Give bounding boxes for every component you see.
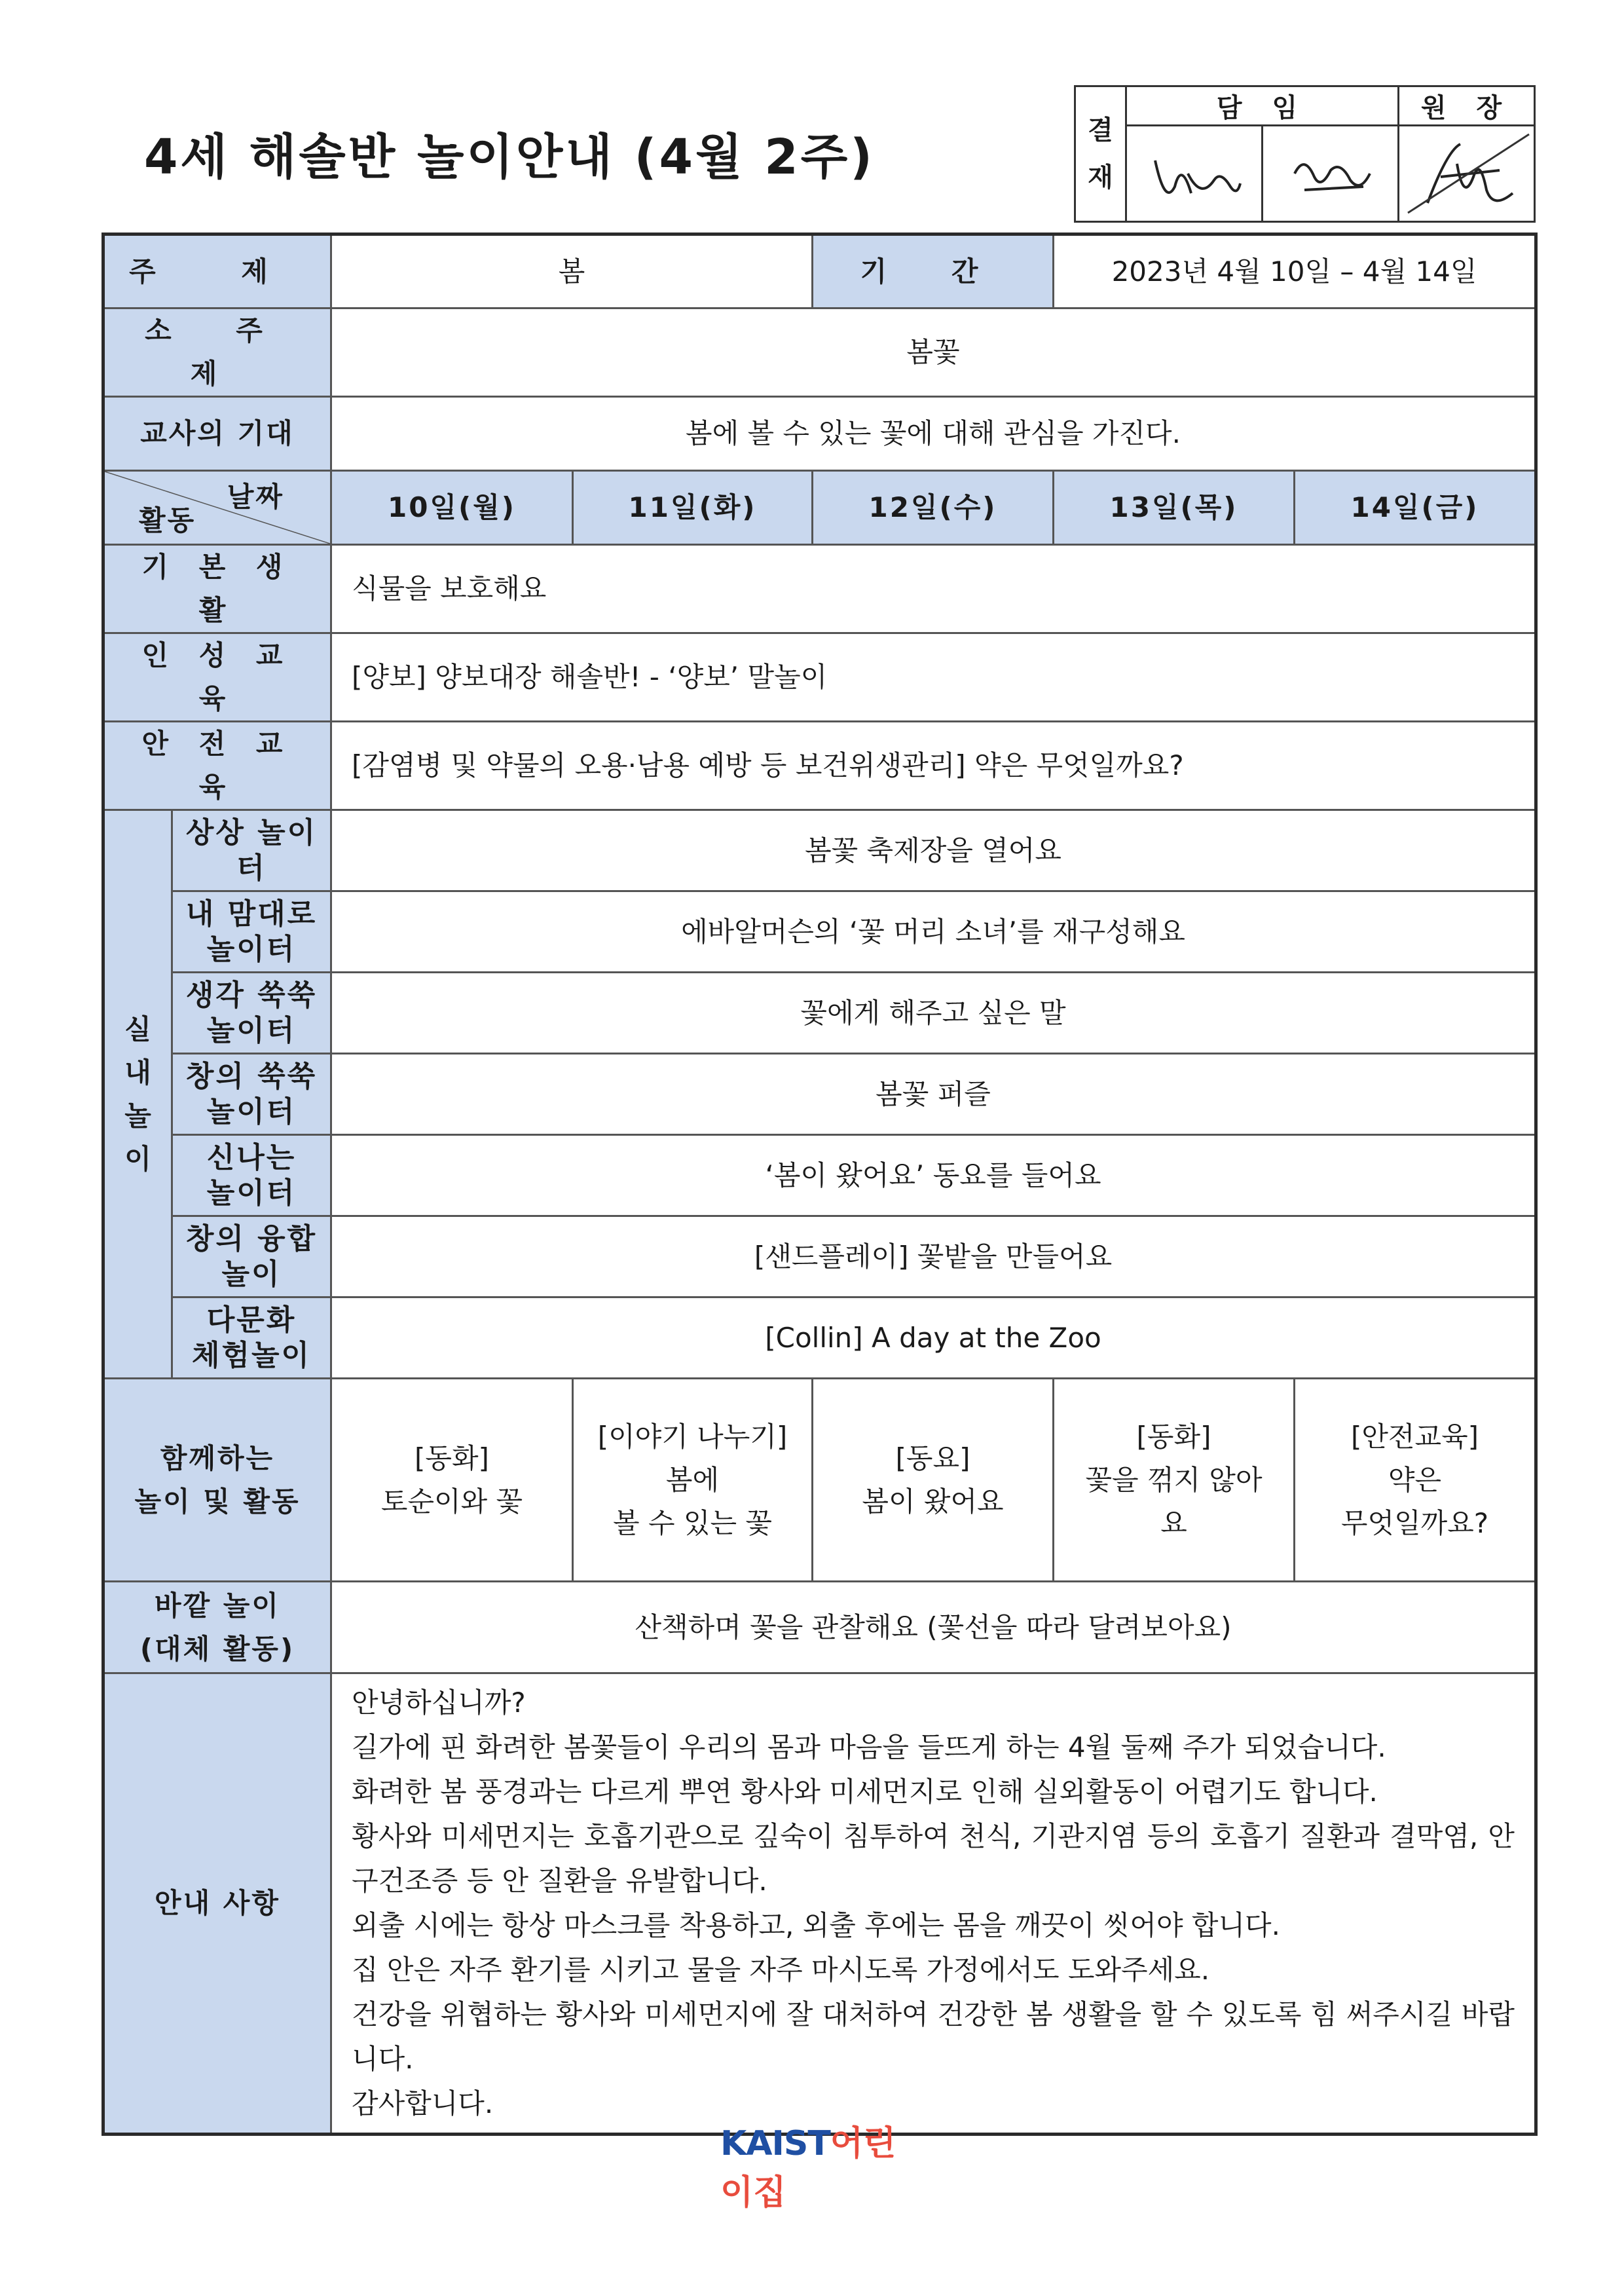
together-day-cell: [동요] 봄이 왔어요 (813, 1379, 1054, 1582)
subtheme-value: 봄꽃 (331, 308, 1536, 397)
indoor-value: [샌드플레이] 꽃밭을 만들어요 (331, 1216, 1536, 1297)
notice-paragraph: 감사합니다. (352, 2087, 494, 2119)
indoor-label: 내 맘대로 놀이터 (172, 891, 331, 973)
outdoor-play-value: 산책하며 꽃을 관찰해요 (꽃선을 따라 달려보아요) (331, 1582, 1536, 1673)
period-value: 2023년 4월 10일 – 4월 14일 (1054, 234, 1536, 308)
date-activity-diagonal-header: 날짜 활동 (103, 471, 331, 545)
approval-side-label: 결 재 (1075, 86, 1126, 222)
notice-paragraph: 집 안은 자주 환기를 시키고 물을 자주 마시도록 가정에서도 도와주세요. (352, 1954, 1210, 1986)
day-header-tue: 11일(화) (573, 471, 813, 545)
period-label: 기 간 (813, 234, 1054, 308)
expectation-label: 교사의 기대 (103, 397, 331, 471)
day-header-wed: 12일(수) (813, 471, 1054, 545)
indoor-value: ‘봄이 왔어요’ 동요를 들어요 (331, 1135, 1536, 1216)
notice-paragraph: 황사와 미세먼지는 호흡기관으로 깊숙이 침투하여 천식, 기관지염 등의 호흡기 질환과 결막염, 안구건조증 등 안 질환을 유발합니다. (352, 1820, 1515, 1897)
theme-value: 봄 (331, 234, 813, 308)
indoor-label: 상상 놀이터 (172, 810, 331, 891)
activity-plan-table (101, 233, 1538, 2136)
indoor-play-group-label: 실 내 놀 이 (103, 810, 172, 1379)
logo-kaist-text: KAIST (720, 2124, 830, 2163)
signature-director (1399, 126, 1535, 222)
day-header-thu: 13일(목) (1054, 471, 1295, 545)
notice-paragraph: 화려한 봄 풍경과는 다르게 뿌연 황사와 미세먼지로 인해 실외활동이 어렵기도 합니다. (352, 1776, 1378, 1808)
approval-box (1074, 85, 1536, 223)
indoor-value: 꽃에게 해주고 싶은 말 (331, 973, 1536, 1054)
together-day-cell: [이야기 나누기] 봄에 볼 수 있는 꽃 (573, 1379, 813, 1582)
page-title: 4세 해솔반 놀이안내 (4월 2주) (144, 129, 875, 185)
outdoor-play-label: 바깥 놀이 (대체 활동) (103, 1582, 331, 1673)
signature-teacher-2 (1263, 126, 1399, 222)
indoor-label: 창의 융합 놀이 (172, 1216, 331, 1297)
safety-edu-label: 안 전 교 육 (103, 722, 331, 810)
character-edu-value: [양보] 양보대장 해솔반! - ‘양보’ 말놀이 (331, 633, 1536, 722)
notice-body (331, 1673, 1536, 2135)
indoor-value: 봄꽃 퍼즐 (331, 1054, 1536, 1135)
basic-life-label: 기 본 생 활 (103, 545, 331, 633)
subtheme-label: 소 주 제 (103, 308, 331, 397)
approval-teacher-header: 담 임 (1126, 86, 1399, 126)
together-day-cell: [안전교육] 약은 무엇일까요? (1295, 1379, 1536, 1582)
safety-edu-value: [감염병 및 약물의 오용·남용 예방 등 보건위생관리] 약은 무엇일까요? (331, 722, 1536, 810)
notice-paragraph: 건강을 위협하는 황사와 미세먼지에 잘 대처하여 건강한 봄 생활을 할 수 있도록 힘 써주시길 바랍니다. (352, 1998, 1515, 2075)
approval-director-header: 원 장 (1399, 86, 1535, 126)
notice-paragraph: 안녕하십니까? (352, 1687, 526, 1719)
day-header-mon: 10일(월) (331, 471, 573, 545)
indoor-label: 창의 쑥쑥 놀이터 (172, 1054, 331, 1135)
together-day-cell: [동화] 꽃을 꺾지 않아요 (1054, 1379, 1295, 1582)
indoor-label: 다문화 체험놀이 (172, 1297, 331, 1379)
character-edu-label: 인 성 교 육 (103, 633, 331, 722)
indoor-value: 봄꽃 축제장을 열어요 (331, 810, 1536, 891)
kaist-kindergarten-logo (720, 2116, 917, 2212)
together-activity-label: 함께하는 놀이 및 활동 (103, 1379, 331, 1582)
expectation-value: 봄에 볼 수 있는 꽃에 대해 관심을 가진다. (331, 397, 1536, 471)
indoor-label: 신나는 놀이터 (172, 1135, 331, 1216)
signature-teacher-1 (1126, 126, 1263, 222)
notice-paragraph: 외출 시에는 항상 마스크를 착용하고, 외출 후에는 몸을 깨끗이 씻어야 합니다. (352, 1909, 1280, 1941)
logo-kindergarten-text: 어린이집 (720, 2124, 896, 2212)
notice-label: 안내 사항 (103, 1673, 331, 2135)
indoor-value: [Collin] A day at the Zoo (331, 1297, 1536, 1379)
indoor-label: 생각 쑥쑥 놀이터 (172, 973, 331, 1054)
indoor-value: 에바알머슨의 ‘꽃 머리 소녀’를 재구성해요 (331, 891, 1536, 973)
basic-life-value: 식물을 보호해요 (331, 545, 1536, 633)
day-header-fri: 14일(금) (1295, 471, 1536, 545)
together-day-cell: [동화] 토순이와 꽃 (331, 1379, 573, 1582)
notice-paragraph: 길가에 핀 화려한 봄꽃들이 우리의 몸과 마음을 들뜨게 하는 4월 둘째 주가 되었습니다. (352, 1731, 1386, 1763)
theme-label: 주 제 (103, 234, 331, 308)
